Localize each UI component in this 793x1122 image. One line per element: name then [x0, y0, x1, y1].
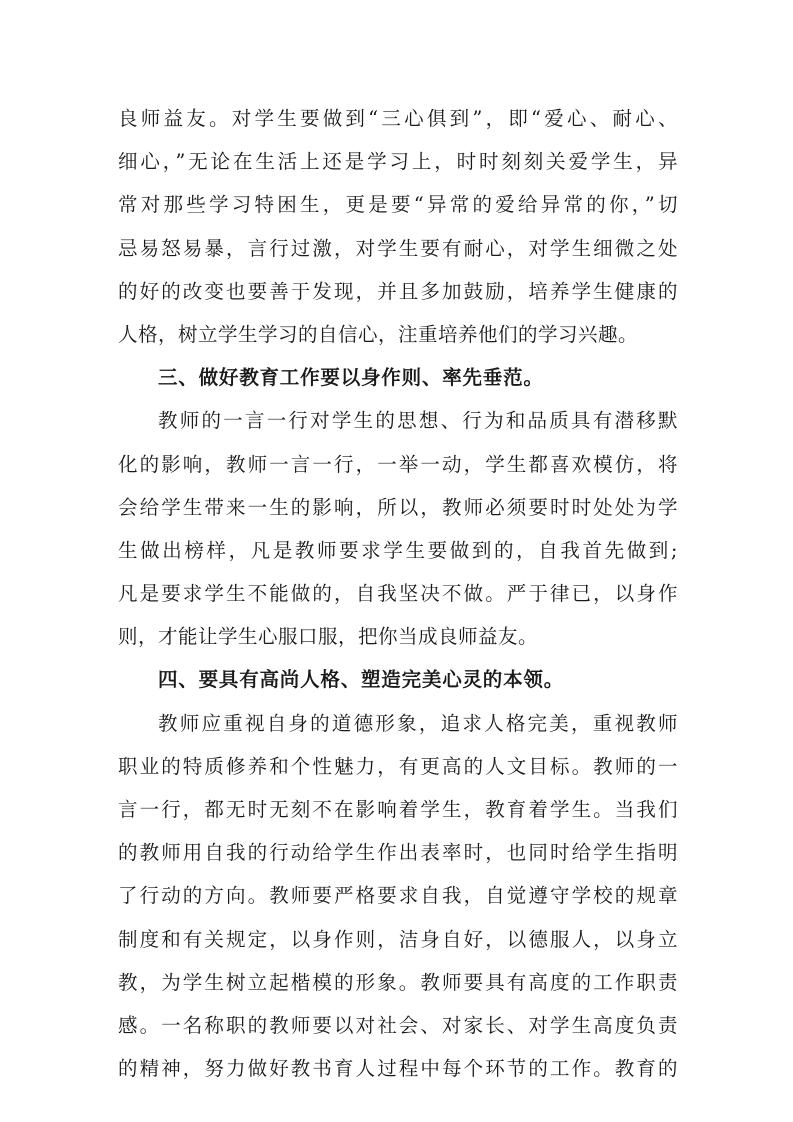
paragraph-line: 的精神，努力做好教书育人过程中每个环节的工作。教育的 [118, 1057, 678, 1081]
section-heading-four: 四、要具有高尚人格、塑造完美心灵的本领。 [158, 668, 565, 692]
document-body [118, 97, 678, 1090]
paragraph-line: 人格，树立学生学习的自信心，注重培养他们的学习兴趣。 [118, 322, 639, 346]
paragraph-line: 言一行，都无时无刻不在影响着学生，教育着学生。当我们 [118, 798, 678, 821]
paragraph-line: 了行动的方向。教师要严格要求自我，自觉遵守学校的规章 [118, 884, 678, 908]
paragraph-line: 的好的改变也要善于发现，并且多加鼓励，培养学生健康的 [118, 279, 678, 303]
paragraph-line: 教，为学生树立起楷模的形象。教师要具有高度的工作职责 [118, 970, 678, 994]
paragraph-line: 教师应重视自身的道德形象，追求人格完美，重视教师 [158, 711, 678, 735]
paragraph-line: 制度和有关规定，以身作则，洁身自好，以德服人，以身立 [118, 927, 678, 951]
paragraph-line: 感。一名称职的教师要以对社会、对家长、对学生高度负责 [118, 1013, 678, 1037]
paragraph-line: 职业的特质修养和个性魅力，有更高的人文目标。教师的一 [118, 754, 678, 778]
paragraph-line: 教师的一言一行对学生的思想、行为和品质具有潜移默 [158, 409, 678, 433]
paragraph-line: 会给学生带来一生的影响，所以，教师必须要时时处处为学 [118, 495, 678, 519]
paragraph-line: 细心，”无论在生活上还是学习上，时时刻刻关爱学生，异 [118, 150, 678, 174]
paragraph-line: 忌易怒易暴，言行过激，对学生要有耐心，对学生细微之处 [118, 236, 678, 260]
paragraph-line: 凡是要求学生不能做的，自我坚决不做。严于律已，以身作 [118, 582, 678, 606]
paragraph-line: 的教师用自我的行动给学生作出表率时，也同时给学生指明 [118, 841, 678, 865]
paragraph-line: 生做出榜样，凡是教师要求学生要做到的，自我首先做到; [118, 538, 678, 562]
paragraph-line: 良师益友。对学生要做到“三心俱到”，即“爱心、耐心、 [118, 107, 678, 130]
paragraph-line: 则，才能让学生心服口服，把你当成良师益友。 [118, 625, 539, 649]
section-heading-three: 三、做好教育工作要以身作则、率先垂范。 [158, 366, 544, 390]
paragraph-line: 化的影响，教师一言一行，一举一动，学生都喜欢模仿，将 [118, 452, 678, 476]
paragraph-line: 常对那些学习特困生，更是要“异常的爱给异常的你，”切 [118, 193, 678, 217]
